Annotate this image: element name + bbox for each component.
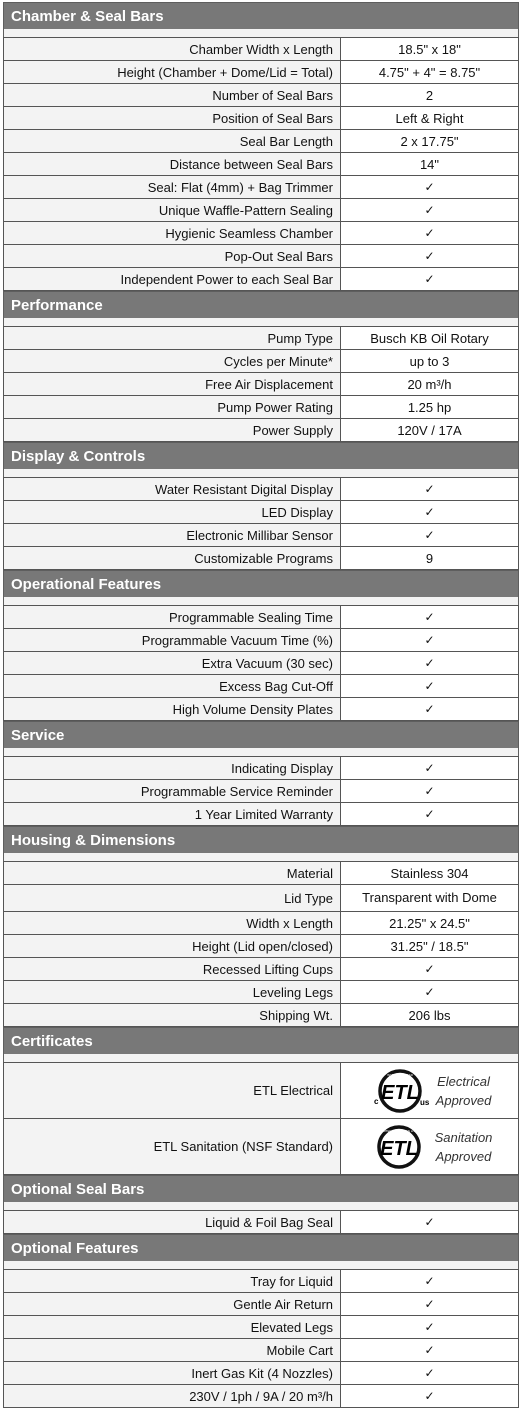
check-mark-icon: ✓ <box>341 222 519 245</box>
spec-row <box>4 350 519 373</box>
certificate-approval-text <box>436 1072 492 1110</box>
section-heading-optional-features: Optional Features <box>3 1234 519 1261</box>
spec-row <box>4 1385 519 1408</box>
etl-listed-mark-icon <box>367 1124 431 1170</box>
spec-row <box>4 268 519 291</box>
spec-table-housing-dimensions <box>3 861 519 1027</box>
spec-value: 2 <box>341 84 519 107</box>
spec-label: Water Resistant Digital Display <box>4 478 341 501</box>
section-spacer <box>3 597 519 605</box>
etl-listed-mark-icon <box>368 1068 432 1114</box>
spec-row <box>4 84 519 107</box>
spec-value: Stainless 304 <box>341 862 519 885</box>
spec-label: Elevated Legs <box>4 1316 341 1339</box>
spec-label: Distance between Seal Bars <box>4 153 341 176</box>
check-mark-icon: ✓ <box>341 780 519 803</box>
check-mark-icon: ✓ <box>341 981 519 1004</box>
check-mark-icon: ✓ <box>341 176 519 199</box>
approval-line-1: Electrical <box>437 1073 490 1089</box>
section-spacer <box>3 748 519 756</box>
approval-line-2: Approved <box>435 1092 492 1108</box>
spec-row <box>4 327 519 350</box>
spec-row <box>4 757 519 780</box>
spec-label: Number of Seal Bars <box>4 84 341 107</box>
check-mark-icon: ✓ <box>341 501 519 524</box>
spec-row <box>4 958 519 981</box>
spec-row <box>4 675 519 698</box>
spec-row <box>4 107 519 130</box>
spec-row <box>4 935 519 958</box>
certificate-badge <box>341 1119 519 1175</box>
certificate-label: ETL Electrical <box>4 1063 341 1119</box>
spec-label: Pop-Out Seal Bars <box>4 245 341 268</box>
spec-label: Pump Type <box>4 327 341 350</box>
spec-label: LED Display <box>4 501 341 524</box>
check-mark-icon: ✓ <box>341 245 519 268</box>
section-heading-operational-features: Operational Features <box>3 570 519 597</box>
spec-row <box>4 153 519 176</box>
spec-value: 4.75" + 4" = 8.75" <box>341 61 519 84</box>
spec-value: 1.25 hp <box>341 396 519 419</box>
check-mark-icon: ✓ <box>341 803 519 826</box>
spec-row <box>4 1004 519 1027</box>
spec-row <box>4 981 519 1004</box>
spec-row <box>4 524 519 547</box>
check-mark-icon: ✓ <box>341 958 519 981</box>
check-mark-icon: ✓ <box>341 698 519 721</box>
section-heading-chamber-seal-bars: Chamber & Seal Bars <box>3 2 519 29</box>
etl-ring-text: INTERTEK SANITATION LISTED <box>376 1128 421 1133</box>
spec-table-performance <box>3 326 519 442</box>
section-heading-certificates: Certificates <box>3 1027 519 1054</box>
section-heading-performance: Performance <box>3 291 519 318</box>
spec-row <box>4 1293 519 1316</box>
spec-row <box>4 130 519 153</box>
spec-row <box>4 885 519 912</box>
spec-label: Material <box>4 862 341 885</box>
spec-label: Customizable Programs <box>4 547 341 570</box>
certificate-row <box>4 1119 519 1175</box>
check-mark-icon: ✓ <box>341 652 519 675</box>
section-heading-optional-seal-bars: Optional Seal Bars <box>3 1175 519 1202</box>
spec-label: 1 Year Limited Warranty <box>4 803 341 826</box>
spec-row <box>4 199 519 222</box>
spec-value: up to 3 <box>341 350 519 373</box>
spec-label: Excess Bag Cut-Off <box>4 675 341 698</box>
spec-value: 31.25" / 18.5" <box>341 935 519 958</box>
spec-label: Indicating Display <box>4 757 341 780</box>
spec-row <box>4 698 519 721</box>
spec-label: Independent Power to each Seal Bar <box>4 268 341 291</box>
section-heading-service: Service <box>3 721 519 748</box>
spec-value: 206 lbs <box>341 1004 519 1027</box>
spec-row <box>4 803 519 826</box>
spec-row <box>4 222 519 245</box>
spec-label: Seal Bar Length <box>4 130 341 153</box>
spec-value: 2 x 17.75" <box>341 130 519 153</box>
spec-table-service <box>3 756 519 826</box>
spec-value: 18.5" x 18" <box>341 38 519 61</box>
spec-value: 20 m³/h <box>341 373 519 396</box>
check-mark-icon: ✓ <box>341 606 519 629</box>
spec-label: Power Supply <box>4 419 341 442</box>
spec-label: Programmable Sealing Time <box>4 606 341 629</box>
spec-row <box>4 1316 519 1339</box>
spec-value: 120V / 17A <box>341 419 519 442</box>
spec-row <box>4 912 519 935</box>
spec-row <box>4 419 519 442</box>
spec-label: Mobile Cart <box>4 1339 341 1362</box>
certificate-approval-text <box>435 1128 493 1166</box>
spec-label: Height (Chamber + Dome/Lid = Total) <box>4 61 341 84</box>
check-mark-icon: ✓ <box>341 268 519 291</box>
section-spacer <box>3 1261 519 1269</box>
spec-row <box>4 245 519 268</box>
section-heading-display-controls: Display & Controls <box>3 442 519 469</box>
spec-label: Electronic Millibar Sensor <box>4 524 341 547</box>
spec-row <box>4 652 519 675</box>
spec-label: 230V / 1ph / 9A / 20 m³/h <box>4 1385 341 1408</box>
check-mark-icon: ✓ <box>341 1339 519 1362</box>
spec-label: Position of Seal Bars <box>4 107 341 130</box>
spec-row <box>4 606 519 629</box>
spec-table-optional-features <box>3 1269 519 1408</box>
spec-row <box>4 478 519 501</box>
spec-label: Chamber Width x Length <box>4 38 341 61</box>
spec-value: Transparent with Dome <box>341 885 519 912</box>
spec-label: Shipping Wt. <box>4 1004 341 1027</box>
spec-value: 14" <box>341 153 519 176</box>
spec-table-operational-features <box>3 605 519 721</box>
spec-label: Programmable Service Reminder <box>4 780 341 803</box>
check-mark-icon: ✓ <box>341 1293 519 1316</box>
spec-label: Leveling Legs <box>4 981 341 1004</box>
check-mark-icon: ✓ <box>341 1270 519 1293</box>
section-heading-housing-dimensions: Housing & Dimensions <box>3 826 519 853</box>
check-mark-icon: ✓ <box>341 629 519 652</box>
spec-row <box>4 1339 519 1362</box>
section-spacer <box>3 1054 519 1062</box>
spec-sheet <box>3 2 519 1408</box>
section-spacer <box>3 318 519 326</box>
approval-line-2: Approved <box>435 1148 492 1164</box>
spec-row <box>4 1270 519 1293</box>
etl-suffix: us <box>419 1097 430 1107</box>
approval-line-1: Sanitation <box>434 1129 493 1145</box>
check-mark-icon: ✓ <box>341 1211 519 1234</box>
spec-label: Cycles per Minute* <box>4 350 341 373</box>
spec-label: Free Air Displacement <box>4 373 341 396</box>
check-mark-icon: ✓ <box>341 1362 519 1385</box>
spec-row <box>4 38 519 61</box>
spec-label: Extra Vacuum (30 sec) <box>4 652 341 675</box>
spec-label: Gentle Air Return <box>4 1293 341 1316</box>
spec-label: Pump Power Rating <box>4 396 341 419</box>
spec-value: 9 <box>341 547 519 570</box>
etl-letters: ETL <box>379 1137 418 1160</box>
check-mark-icon: ✓ <box>341 478 519 501</box>
certificate-row <box>4 1063 519 1119</box>
check-mark-icon: ✓ <box>341 757 519 780</box>
section-spacer <box>3 1202 519 1210</box>
etl-letters: ETL <box>380 1081 419 1104</box>
spec-label: Hygienic Seamless Chamber <box>4 222 341 245</box>
spec-table-chamber-seal-bars <box>3 37 519 291</box>
spec-label: Width x Length <box>4 912 341 935</box>
spec-row <box>4 373 519 396</box>
spec-value: 21.25" x 24.5" <box>341 912 519 935</box>
check-mark-icon: ✓ <box>341 1385 519 1408</box>
spec-label: High Volume Density Plates <box>4 698 341 721</box>
check-mark-icon: ✓ <box>341 675 519 698</box>
spec-label: Recessed Lifting Cups <box>4 958 341 981</box>
spec-label: Seal: Flat (4mm) + Bag Trimmer <box>4 176 341 199</box>
spec-row <box>4 176 519 199</box>
check-mark-icon: ✓ <box>341 199 519 222</box>
spec-table-display-controls <box>3 477 519 570</box>
certificate-label: ETL Sanitation (NSF Standard) <box>4 1119 341 1175</box>
spec-label: Tray for Liquid <box>4 1270 341 1293</box>
spec-row <box>4 396 519 419</box>
etl-ring-text: INTERTEK LISTED <box>386 1072 413 1077</box>
spec-row <box>4 61 519 84</box>
spec-row <box>4 862 519 885</box>
spec-value: Left & Right <box>341 107 519 130</box>
check-mark-icon: ✓ <box>341 1316 519 1339</box>
spec-label: Lid Type <box>4 885 341 912</box>
spec-row <box>4 629 519 652</box>
spec-row <box>4 547 519 570</box>
section-spacer <box>3 29 519 37</box>
spec-value: Busch KB Oil Rotary <box>341 327 519 350</box>
section-spacer <box>3 469 519 477</box>
spec-label: Liquid & Foil Bag Seal <box>4 1211 341 1234</box>
spec-table-certificates <box>3 1062 519 1175</box>
spec-row <box>4 501 519 524</box>
certificate-badge <box>341 1063 519 1119</box>
section-spacer <box>3 853 519 861</box>
spec-table-optional-seal-bars <box>3 1210 519 1234</box>
spec-label: Inert Gas Kit (4 Nozzles) <box>4 1362 341 1385</box>
spec-row <box>4 1362 519 1385</box>
check-mark-icon: ✓ <box>341 524 519 547</box>
spec-label: Programmable Vacuum Time (%) <box>4 629 341 652</box>
spec-row <box>4 780 519 803</box>
spec-label: Height (Lid open/closed) <box>4 935 341 958</box>
spec-label: Unique Waffle-Pattern Sealing <box>4 199 341 222</box>
spec-row <box>4 1211 519 1234</box>
etl-prefix: c <box>373 1096 379 1106</box>
